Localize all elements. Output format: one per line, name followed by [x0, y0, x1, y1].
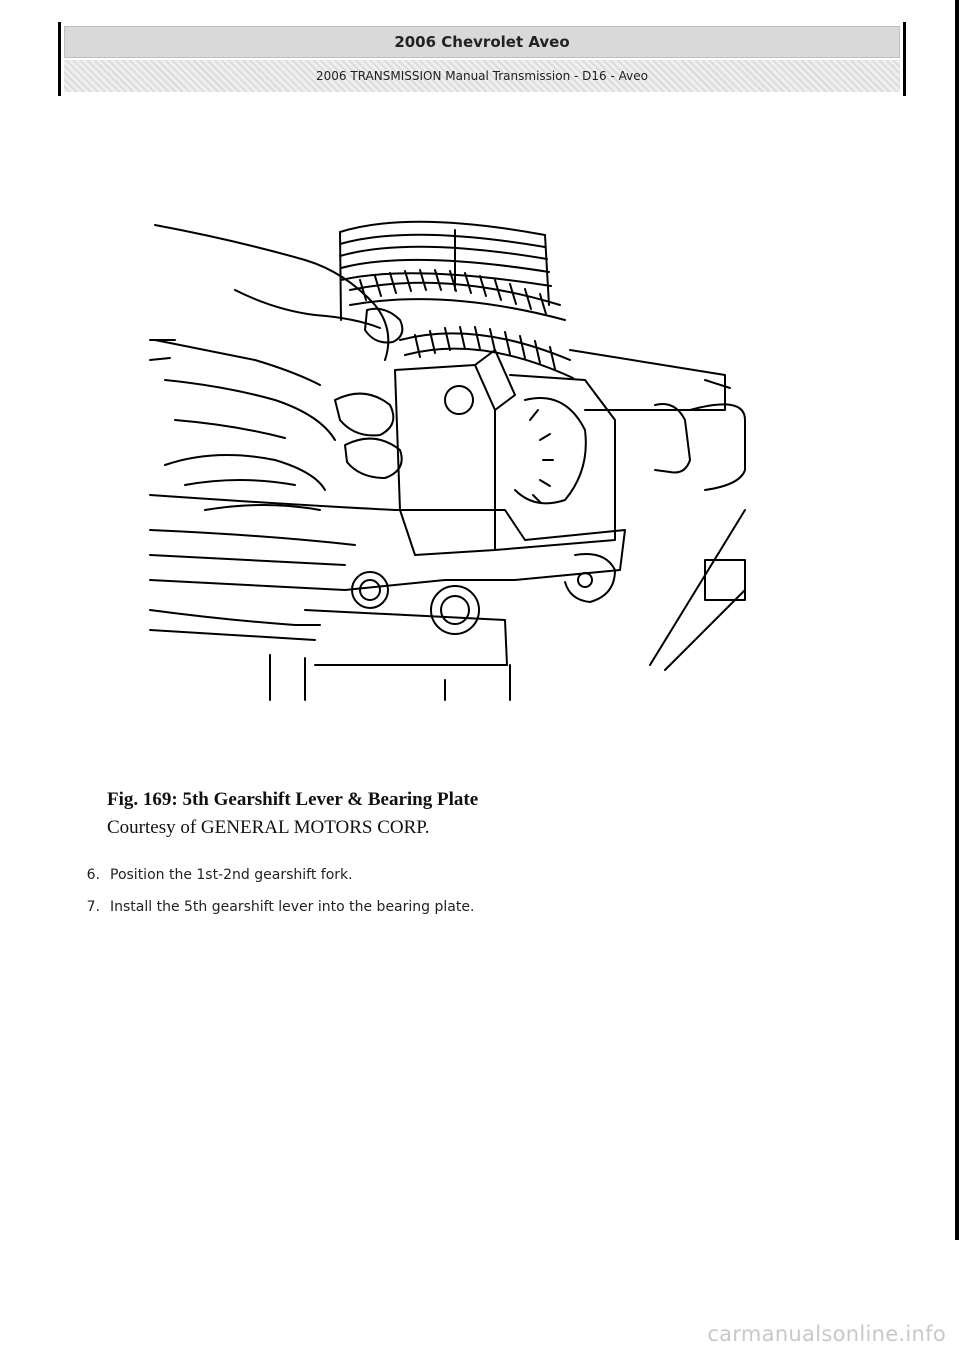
header-right-rule [903, 22, 906, 96]
document-subtitle: 2006 TRANSMISSION Manual Transmission - D16 - Aveo [64, 60, 900, 92]
header-left-rule [58, 22, 61, 96]
figure-caption [107, 786, 707, 842]
step-number: 6. [86, 867, 100, 883]
figure-credit: Courtesy of GENERAL MOTORS CORP. [107, 817, 430, 838]
page-edge-rule [955, 0, 959, 1240]
gearshift-lever-illustration [145, 210, 755, 710]
step-text: Install the 5th gearshift lever into the bearing plate. [110, 899, 475, 915]
site-watermark: carmanualsonline.info [707, 1322, 946, 1346]
figure-title: Fig. 169: 5th Gearshift Lever & Bearing Plate [107, 789, 479, 810]
step-number: 7. [86, 899, 100, 915]
document-header [64, 26, 900, 92]
procedure-steps [74, 862, 774, 926]
procedure-step [74, 862, 774, 894]
step-text: Position the 1st-2nd gearshift fork. [110, 867, 353, 883]
procedure-step [74, 894, 774, 926]
document-title: 2006 Chevrolet Aveo [64, 26, 900, 58]
